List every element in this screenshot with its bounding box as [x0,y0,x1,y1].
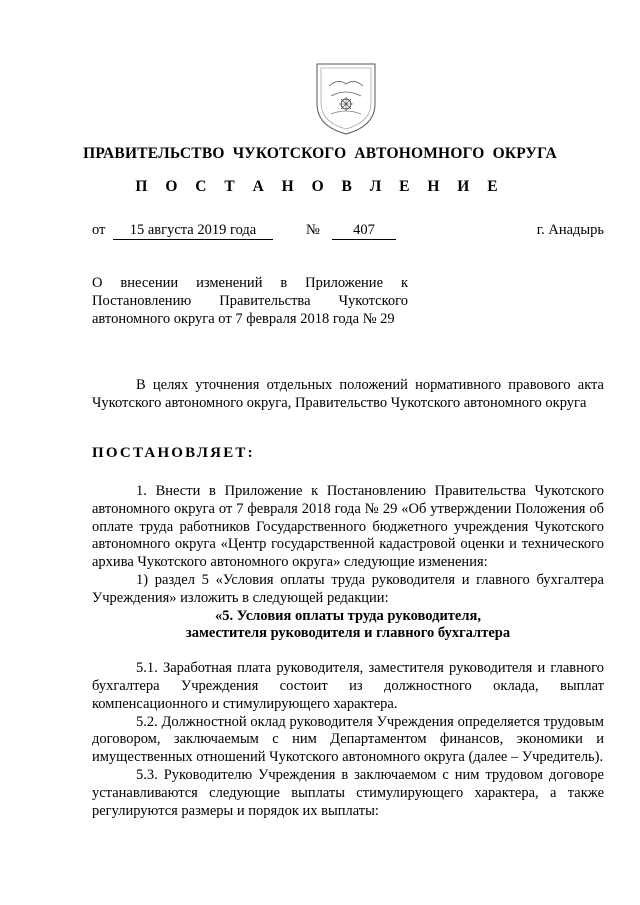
section-5-heading-line-1: «5. Условия оплаты труда руководителя, [215,607,481,624]
preamble-text: В целях уточнения отдельных положений нормативного правового акта Чукотского автономного округа, Правительство Чукотского автономного округа [92,377,604,411]
clause-5-3: 5.3. Руководителю Учреждения в заключаемом с ним трудовом договоре устанавливаются следующие выплаты стимулирующего характера, а также регулируются размеры и порядок их выплаты: [92,766,604,819]
date-from-label: от [92,222,106,238]
dateline [92,222,604,242]
document-subject [92,275,408,328]
document-number: 407 [332,222,396,240]
section-5-heading-line-2: заместителя руководителя и главного бухгалтера [185,625,511,642]
preamble-block [92,377,604,413]
document-date: 15 августа 2019 года [113,222,273,240]
coat-of-arms-emblem [311,58,381,138]
government-title: ПРАВИТЕЛЬСТВО ЧУКОТСКОГО АВТОНОМНОГО ОКРУГА [83,145,557,162]
item-1: 1. Внести в Приложение к Постановлению Правительства Чукотского автономного округа от 7 февраля 2018 года № 29 «Об утверждении Положения об оплате труда работников Государственного бюджетного учреждения Чукотского автономного округа «Центр государственной кадастровой оценки и технического архива Чукотского автономного округа» следующие изменения: [92,483,604,571]
number-label: № [306,222,320,238]
city: г. Анадырь [536,222,604,238]
clause-5-1: 5.1. Заработная плата руководителя, заместителя руководителя и главного бухгалтера Учреждения состоит из должностного оклада, выплат компенсационного и стимулирующего характера. [92,660,604,712]
document-type-title: П О С Т А Н О В Л Е Н И Е [135,178,505,195]
resolve-heading: ПОСТАНОВЛЯЕТ: [92,445,255,461]
clause-5-2: 5.2. Должностной оклад руководителя Учреждения определяется трудовым договором, заключаемым с ним Департаментом финансов, экономики и имущественных отношений Чукотского автономного округа (далее – Учредитель). [92,713,604,766]
item-1-subitem-1: 1) раздел 5 «Условия оплаты труда руководителя и главного бухгалтера Учреждения» изложить в следующей редакции: [92,571,604,606]
resolution-body [92,483,604,820]
subject-text: О внесении изменений в Приложение к Постановлению Правительства Чукотского автономного округа от 7 февраля 2018 года № 29 [92,275,408,327]
